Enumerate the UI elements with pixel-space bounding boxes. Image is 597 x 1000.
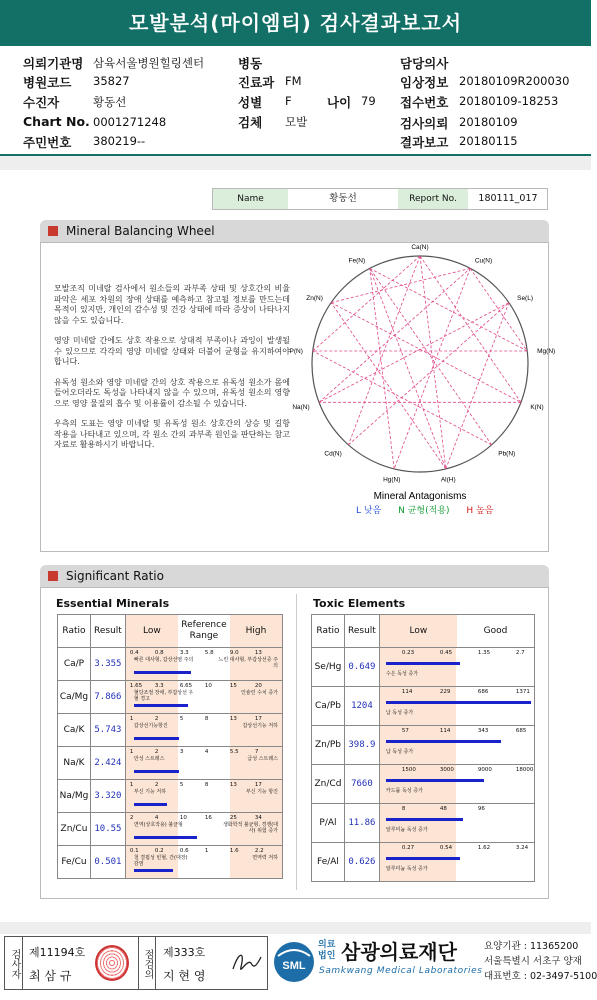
tick-label: 3 [179, 749, 184, 755]
mbw-paragraph: 우측의 도표는 영양 미네랄 및 유독성 원소 상호간의 상승 및 길항 작용을 나타내고 있으며, 각 원소 간의 과부족 원인을 판단하는 참고자료로 활용하시기 바랍니다. [54, 419, 290, 449]
sr-title: Significant Ratio [66, 569, 164, 583]
id-value: 380219-- [93, 134, 146, 148]
tick-label: 2.7 [515, 650, 525, 656]
essential-row [58, 681, 283, 714]
high-note: 부신 기능 항진 [245, 789, 278, 795]
result-bar [134, 836, 197, 839]
result-header: Result [344, 615, 379, 648]
tick-label: 0.8 [154, 650, 164, 656]
ratio-scale [125, 648, 282, 681]
name-label: Name [213, 189, 288, 209]
result-bar [386, 701, 531, 704]
result-bar [386, 857, 460, 860]
antagonism-line [370, 268, 527, 351]
low-note: 갑상선기능항진 [133, 723, 168, 729]
wheel-element-label: Na(N) [292, 403, 310, 411]
ratio-result: 3.320 [90, 780, 125, 813]
result-bar [134, 671, 191, 674]
patient-info [0, 52, 591, 152]
tick-label: 25 [229, 815, 237, 821]
mbw-paragraph: 유독성 원소와 영양 미네랄 간의 상호 작용으로 유독성 원소가 몸에 들어오더라도 독성을 나타내지 않을 수 있으며, 유독성 원소의 영향으로 영양 물질의 흡수 및 이용률이 감소될 수 있습니다. [54, 377, 290, 408]
section-bullet-icon [48, 571, 58, 581]
ratio-header: Ratio [312, 615, 345, 648]
reviewer-license: 제333호 [163, 946, 206, 959]
tick-label: 1.35 [477, 650, 491, 656]
tick-label: 1 [204, 848, 209, 854]
ratio-name: Ca/P [58, 648, 91, 681]
patient-value: 황동선 [93, 95, 127, 109]
tick-label: 17 [254, 782, 262, 788]
essential-table [57, 614, 283, 879]
essential-row [58, 747, 283, 780]
ratio-result: 3.355 [90, 648, 125, 681]
toxic-table [311, 614, 535, 882]
result-bar [386, 662, 460, 665]
ratio-result: 11.86 [344, 804, 379, 843]
tick-label: 114 [439, 728, 451, 734]
institution-value: 삼육서울병원힐링센터 [93, 56, 205, 70]
range-header [125, 615, 282, 648]
tick-label: 229 [439, 689, 451, 695]
toxic-note: 납 독성 증가 [385, 710, 414, 716]
low-note: 철 결핍성 빈혈, 간(대장) 감염 [133, 855, 188, 867]
chart-label: Chart No. [23, 114, 90, 129]
low-note: 면역(상호작용) 불균형 [133, 822, 183, 828]
tick-label: 6.65 [179, 683, 193, 689]
result-label: 결과보고 [400, 135, 449, 150]
tick-label: 13 [229, 782, 237, 788]
doctor-label: 담당의사 [400, 56, 449, 71]
ward-label: 병동 [238, 56, 263, 71]
id-label: 주민번호 [23, 135, 72, 150]
tick-label: 0.23 [401, 650, 415, 656]
low-header: Low [126, 615, 178, 647]
element-labels [290, 244, 556, 484]
seal-stamp [95, 945, 129, 981]
wheel-element-label: K(N) [530, 403, 544, 411]
wheel-element-label: Cu(N) [474, 257, 493, 265]
toxic-note: 수은 독성 증가 [385, 671, 419, 677]
toxic-row [312, 648, 535, 687]
antagonism-line [470, 268, 527, 351]
tick-label: 1371 [515, 689, 530, 695]
ratio-scale [379, 765, 534, 804]
ratio-name: Ca/Mg [58, 681, 91, 714]
high-note: 갑상선기능 저하 [242, 723, 278, 729]
essential-title: Essential Minerals [56, 597, 170, 610]
ratio-name: Zn/Cu [58, 813, 91, 846]
sr-divider [296, 594, 297, 890]
wheel-element-label: Se(L) [517, 294, 534, 302]
ratio-result: 0.626 [344, 843, 379, 882]
tester-label: 검사자 [5, 937, 23, 989]
ratio-name: Zn/Cd [312, 765, 345, 804]
section-bullet-icon [48, 226, 58, 236]
tick-label: 3.3 [179, 650, 189, 656]
wheel-element-label: Al(H) [440, 476, 456, 484]
antagonism-line [313, 351, 492, 445]
name-value: 황동선 [329, 193, 357, 204]
wheel-element-label: Cd(N) [324, 450, 342, 458]
low-note: 빠른 대사형, 갑상선염 주의 [133, 657, 194, 663]
ratio-name: Na/Mg [58, 780, 91, 813]
tick-label: 5 [179, 716, 184, 722]
ratio-name: Fe/Al [312, 843, 345, 882]
report-title: 모발분석(마이엠티) 검사결과보고서 [0, 0, 591, 46]
header-band [0, 156, 591, 170]
contact-line-3: 대표번호 : 02-3497-5100 [484, 971, 597, 982]
request-value: 20180109 [459, 115, 518, 129]
toxic-row [312, 726, 535, 765]
ratio-result: 7660 [344, 765, 379, 804]
legend-low: L 낮음 [356, 506, 382, 516]
high-note: 급성 스트레스 [247, 756, 278, 762]
good-header: Good [457, 615, 534, 647]
ratio-scale [379, 843, 534, 882]
footer [0, 936, 597, 1000]
ratio-result: 5.743 [90, 714, 125, 747]
receipt-value: 20180109-18253 [459, 94, 559, 108]
name-bar [212, 188, 548, 210]
signature-icon [229, 949, 265, 979]
ratio-name: Fe/Cu [58, 846, 91, 879]
low-note: 부신 기능 저하 [133, 789, 167, 795]
tick-label: 57 [401, 728, 409, 734]
chart-value: 0001271248 [93, 115, 167, 129]
low-header: Low [380, 615, 457, 647]
tick-label: 1.62 [477, 845, 491, 851]
wheel-legend [356, 503, 506, 516]
ratio-scale [379, 726, 534, 765]
code-label: 병원코드 [23, 75, 72, 90]
wheel-element-label: Mg(N) [537, 347, 556, 355]
sex-value: F [285, 94, 292, 108]
tick-label: 13 [229, 716, 237, 722]
dept-label: 진료과 [238, 75, 275, 90]
tick-label: 96 [477, 806, 485, 812]
ratio-result: 10.55 [90, 813, 125, 846]
mbw-header [40, 220, 549, 242]
toxic-note: 납 독성 증가 [385, 749, 414, 755]
tick-label: 48 [439, 806, 447, 812]
tick-label: 1.65 [129, 683, 143, 689]
tick-label: 1 [129, 749, 134, 755]
tick-label: 3.24 [515, 845, 529, 851]
ratio-scale [125, 846, 282, 879]
antagonism-line [420, 256, 446, 469]
mbw-title: Mineral Balancing Wheel [66, 224, 215, 238]
tick-label: 1 [129, 716, 134, 722]
mbw-description [54, 284, 290, 461]
ratio-name: Ca/Pb [312, 687, 345, 726]
tick-label: 20 [254, 683, 262, 689]
ratio-result: 0.649 [344, 648, 379, 687]
receipt-label: 접수번호 [400, 95, 449, 110]
tick-label: 1.6 [229, 848, 239, 854]
result-bar [134, 803, 167, 806]
legend-high: H 높음 [466, 506, 494, 516]
tick-label: 8 [204, 782, 209, 788]
tick-label: 9.0 [229, 650, 239, 656]
ratio-name: Na/K [58, 747, 91, 780]
wheel-element-label: Ca(N) [411, 244, 429, 251]
legend-normal: N 균형(적용) [398, 506, 450, 516]
tick-label: 0.2 [154, 848, 164, 854]
high-note: 인슐린 수치 증가 [241, 690, 278, 696]
wheel-element-label: Zn(N) [306, 294, 323, 302]
code-value: 35827 [93, 74, 130, 88]
tick-label: 5.8 [204, 650, 214, 656]
wheel-circle [312, 256, 528, 472]
antagonism-lines [313, 256, 527, 469]
tick-label: 16 [204, 815, 212, 821]
tick-label: 15 [229, 683, 237, 689]
age-value: 79 [361, 94, 376, 108]
tick-label: 3000 [439, 767, 454, 773]
sr-header [40, 565, 549, 587]
tick-label: 343 [477, 728, 489, 734]
tick-label: 4 [204, 749, 209, 755]
tick-label: 18000 [515, 767, 534, 773]
tick-label: 1500 [401, 767, 416, 773]
reviewer-label: 점검의 [138, 937, 156, 989]
tick-label: 34 [254, 815, 262, 821]
tick-label: 13 [254, 650, 262, 656]
tick-label: 10 [204, 683, 212, 689]
antagonism-line [446, 303, 509, 469]
tick-label: 9000 [477, 767, 492, 773]
tick-label: 0.1 [129, 848, 139, 854]
logo-text: SML [282, 960, 306, 972]
tick-label: 686 [477, 689, 489, 695]
mbw-paragraph: 영양 미네랄 간에도 상호 작용으로 상대적 부족이나 과잉이 발생될 수 있으므로 각각의 영양 미네랄 상태와 더불어 균형을 유지하여야 합니다. [54, 336, 290, 366]
tester-license: 제11194호 [29, 946, 86, 959]
tick-label: 0.27 [401, 845, 415, 851]
result-bar [134, 737, 179, 740]
ratio-result: 1204 [344, 687, 379, 726]
tick-label: 114 [401, 689, 413, 695]
ratio-name: Se/Hg [312, 648, 345, 687]
dept-value: FM [285, 74, 302, 88]
tick-label: 2 [154, 782, 159, 788]
result-bar [386, 740, 501, 743]
reference-header: Reference Range [178, 615, 230, 647]
high-note: 면역력 저하 [252, 855, 278, 861]
antagonism-line [348, 256, 420, 445]
clinical-label: 임상정보 [400, 75, 449, 90]
toxic-row [312, 843, 535, 882]
ratio-result: 0.501 [90, 846, 125, 879]
low-note: 만성 스트레스 [133, 756, 165, 762]
toxic-row [312, 765, 535, 804]
patient-label: 수진자 [23, 95, 60, 110]
tester-name: 최 삼 규 [29, 969, 72, 983]
age-label: 나이 [327, 95, 352, 110]
contact-info [484, 939, 597, 984]
ratio-header: Ratio [58, 615, 91, 648]
tick-label: 7 [254, 749, 259, 755]
footer-band [0, 922, 591, 934]
contact-line-2: 서울특별시 서초구 양재 [484, 956, 582, 967]
ratio-result: 7.866 [90, 681, 125, 714]
mineral-wheel [289, 244, 556, 520]
ratio-scale [125, 714, 282, 747]
ratio-scale [379, 648, 534, 687]
tick-label: 2.2 [254, 848, 264, 854]
tick-label: 1 [129, 782, 134, 788]
sex-label: 성별 [238, 95, 263, 110]
tick-label: 3.3 [154, 683, 164, 689]
range-header [379, 615, 534, 648]
result-bar [134, 869, 173, 872]
request-label: 검사의뢰 [400, 116, 449, 131]
essential-row [58, 648, 283, 681]
tick-label: 2 [129, 815, 134, 821]
tick-label: 0.6 [179, 848, 189, 854]
institution-label: 의뢰기관명 [23, 56, 84, 71]
clinical-value: 20180109R200030 [459, 74, 570, 88]
tick-label: 2 [154, 749, 159, 755]
antagonism-line [319, 268, 470, 402]
high-header: High [230, 615, 282, 647]
ratio-result: 398.9 [344, 726, 379, 765]
ratio-name: Ca/K [58, 714, 91, 747]
org-prefix-1: 의료 [318, 940, 336, 950]
ratio-scale [125, 813, 282, 846]
ratio-scale [125, 747, 282, 780]
wheel-element-label: P(N) [289, 347, 303, 355]
antagonism-line [370, 268, 446, 468]
high-note: 느린 대사형, 부갑상선증 주의 [218, 657, 278, 669]
result-bar [134, 704, 188, 707]
ratio-scale [125, 780, 282, 813]
wheel-title: Mineral Antagonisms [373, 491, 467, 502]
tick-label: 5.5 [229, 749, 239, 755]
tick-label: 0.4 [129, 650, 139, 656]
ratio-name: P/Al [312, 804, 345, 843]
wheel-element-label: Fe(N) [348, 257, 366, 265]
ratio-result: 2.424 [90, 747, 125, 780]
report-no-value: 180111_017 [478, 193, 538, 204]
org-english: Samkwang Medical Laboratories [319, 966, 483, 976]
wheel-element-label: Hg(N) [383, 476, 401, 484]
tick-label: 8 [401, 806, 406, 812]
signature-box [4, 936, 268, 990]
low-note: 혈당조절 장애, 부갑상선 우혈 경고 [133, 690, 194, 702]
tick-label: 5 [179, 782, 184, 788]
toxic-row [312, 804, 535, 843]
tick-label: 0.45 [439, 650, 453, 656]
ratio-scale [379, 804, 534, 843]
sml-logo-icon [272, 940, 316, 984]
result-header: Result [90, 615, 125, 648]
report-no-label: Report No. [398, 189, 468, 209]
toxic-title: Toxic Elements [313, 597, 406, 610]
result-value: 20180115 [459, 134, 518, 148]
toxic-note: 알루미늄 독성 증가 [385, 866, 428, 872]
org-prefix-2: 법인 [318, 951, 336, 961]
tick-label: 10 [179, 815, 187, 821]
reviewer-name: 지 현 영 [163, 969, 206, 983]
tick-label: 0.54 [439, 845, 453, 851]
toxic-note: 카드뮴 독성 증가 [385, 788, 423, 794]
essential-row [58, 813, 283, 846]
result-bar [134, 770, 179, 773]
result-bar [386, 779, 484, 782]
org-name: 삼광의료재단 [341, 940, 457, 964]
toxic-row [312, 687, 535, 726]
specimen-label: 검체 [238, 115, 263, 130]
result-bar [386, 818, 463, 821]
antagonism-line [319, 303, 509, 403]
essential-row [58, 714, 283, 747]
tick-label: 2 [154, 716, 159, 722]
ratio-scale [125, 681, 282, 714]
ratio-scale [379, 687, 534, 726]
tick-label: 8 [204, 716, 209, 722]
tick-label: 17 [254, 716, 262, 722]
essential-row [58, 780, 283, 813]
mbw-paragraph: 모발조직 미네랄 검사에서 원소들의 과부족 상태 및 상호간의 비율 파악은 세포 차원의 장애 상태를 예측하고 참고될 정보를 만드는데 목적이 있지만, 개인의 감수성 및 건강 상태에 따라 증상이 나타나지 않을 수도 있습니다. [54, 284, 290, 325]
high-note: 생화학적 불균형, 경쟁(대사) 위험 증가 [222, 822, 278, 834]
wheel-element-label: Pb(N) [498, 450, 516, 458]
antagonism-line [394, 268, 470, 468]
tick-label: 4 [154, 815, 159, 821]
toxic-note: 알루미늄 독성 증가 [385, 827, 428, 833]
essential-row [58, 846, 283, 879]
tick-label: 685 [515, 728, 527, 734]
specimen-value: 모발 [285, 115, 308, 129]
ratio-name: Zn/Pb [312, 726, 345, 765]
contact-line-1: 요양기관 : 11365200 [484, 941, 579, 952]
org-prefix [318, 940, 335, 962]
